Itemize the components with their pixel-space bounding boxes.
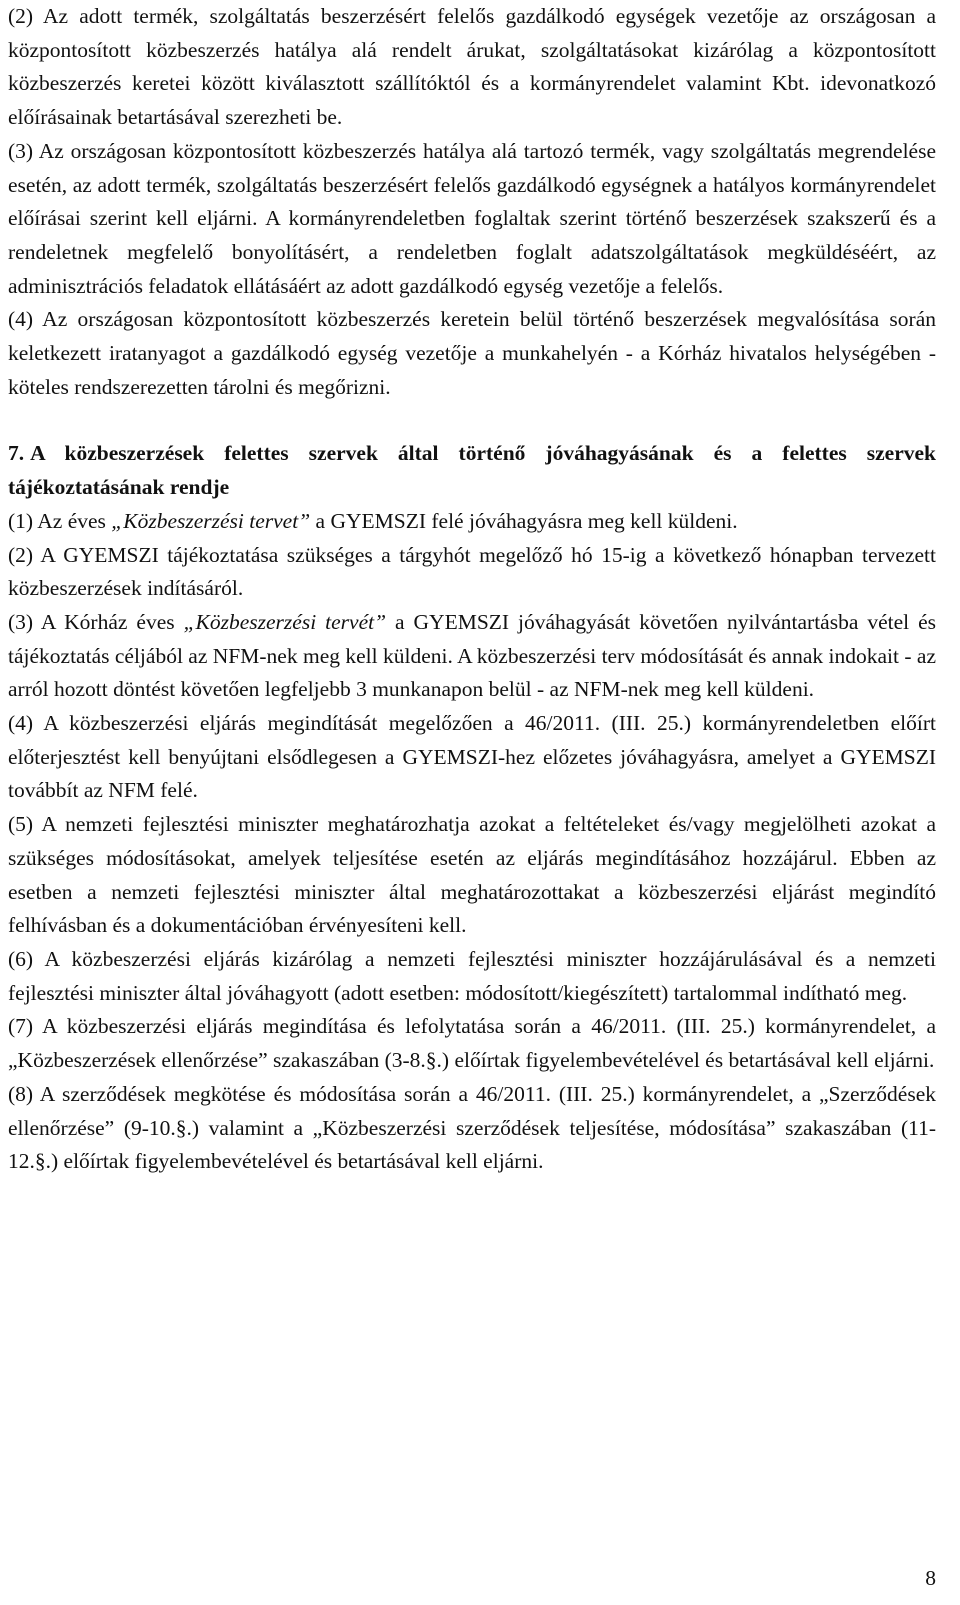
paragraph-2-gyemszi-notice: (2) A GYEMSZI tájékoztatása szükséges a tárgyhót megelőző hó 15-ig a következő hónapban tervezett közbeszerzések indításáról. (8, 542, 936, 601)
paragraph-5-minister-conditions: (5) A nemzeti fejlesztési miniszter meghatározhatja azokat a feltételeket és/vagy megjelölheti azokat a szükséges módosításokat, amelyek teljesítése esetén az eljárás megindításához hozzájárul. Ebben az esetben a nemzeti fejlesztési miniszter által meghatározottakat a közbeszerzési eljárást megindító felhívásban és a dokumentációban érvényesíteni kell. (8, 812, 936, 938)
paragraph-3-emphasis: „Közbeszerzési tervét” (183, 609, 387, 634)
section-heading (8, 437, 936, 504)
paragraph-8-contract-conclusion: (8) A szerződések megkötése és módosítása során a 46/2011. (III. 25.) kormányrendelet, a „Szerződések ellenőrzése” (9-10.§.) valamint a „Közbeszerzési szerződések teljesítése, módosítása” szakaszában (11-12.§.) előírtak figyelembevételével és betartásával kell eljárni. (8, 1081, 936, 1174)
paragraph-3-plan-registration (8, 606, 936, 707)
paragraph-2-supplier-selection: (2) Az adott termék, szolgáltatás beszerzésért felelős gazdálkodó egységek vezetője az országosan a központosított közbeszerzés hatálya alá rendelt árukat, szolgáltatásokat kizárólag a központosított közbeszerzés keretei között kiválasztott szállítóktól és a kormányrendelet valamint Kbt. idevonatkozó előírásainak betartásával szerezheti be. (8, 4, 936, 130)
paragraph-6-minister-consent: (6) A közbeszerzési eljárás kizárólag a nemzeti fejlesztési miniszter hozzájárulásával és a nemzeti fejlesztési miniszter által jóváhagyott (adott esetben: módosított/kiegészített) tartalommal indítható meg. (8, 946, 936, 1005)
paragraph-4-document-storage: (4) Az országosan központosított közbeszerzés keretein belül történő beszerzések megvalósítása során keletkezett iratanyagot a gazdálkodó egység vezetője a munkahelyén - a Kórház hivatalos helységében - köteles rendszerezetten tárolni és megőrizni. (8, 307, 936, 399)
paragraph-1-emphasis: „Közbeszerzési tervet” (111, 508, 311, 533)
paragraph-1-text-before: (1) Az éves (8, 508, 112, 533)
paragraph-7-procedure-conduct: (7) A közbeszerzési eljárás megindítása és lefolytatása során a 46/2011. (III. 25.) kormányrendelet, a „Közbeszerzések ellenőrzése” szakaszában (3-8.§.) előírtak figyelembevételével és betartásával kell eljárni. (8, 1014, 936, 1073)
paragraph-3-text-after: a GYEMSZI jóváhagyását követően nyilvántartásba vétel és tájékoztatás céljából az NFM-nek meg kell küldeni. A közbeszerzési terv módosítását és annak indokait - az arról hozott döntést követően legfeljebb 3 munkanapon belül - az NFM-nek meg kell küldeni. (8, 609, 936, 702)
page-number: 8 (925, 1566, 936, 1590)
paragraph-1-text-after: a GYEMSZI felé jóváhagyásra meg kell küldeni. (310, 508, 738, 533)
section-title: A közbeszerzések felettes szervek által történő jóváhagyásának és a felettes szervek tájékoztatásának rendje (8, 441, 936, 500)
paragraph-4-prior-approval: (4) A közbeszerzési eljárás megindítását megelőzően a 46/2011. (III. 25.) kormányrendeletben előírt előterjesztést kell benyújtani elsődlegesen a GYEMSZI-hez előzetes jóváhagyásra, amelyet a GYEMSZI továbbít az NFM felé. (8, 711, 936, 803)
section-number: 7. (8, 441, 25, 466)
paragraph-3-order-procedure: (3) Az országosan központosított közbeszerzés hatálya alá tartozó termék, vagy szolgáltatás megrendelése esetén, az adott termék, szolgáltatás beszerzésért felelős gazdálkodó egységnek a hatályos kormányrendelet előírásai szerint kell eljárni. A kormányrendeletben foglaltak szerint történő beszerzések szakszerű és a rendeletnek megfelelő bonyolításért, a rendeletben foglalt adatszolgáltatások megküldéséért, az adminisztrációs feladatok ellátásáért az adott gazdálkodó egység vezetője a felelős. (8, 138, 936, 298)
document-page (8, 0, 936, 1179)
paragraph-3-text-before: (3) A Kórház éves (8, 609, 184, 634)
paragraph-1-annual-plan (8, 505, 936, 539)
